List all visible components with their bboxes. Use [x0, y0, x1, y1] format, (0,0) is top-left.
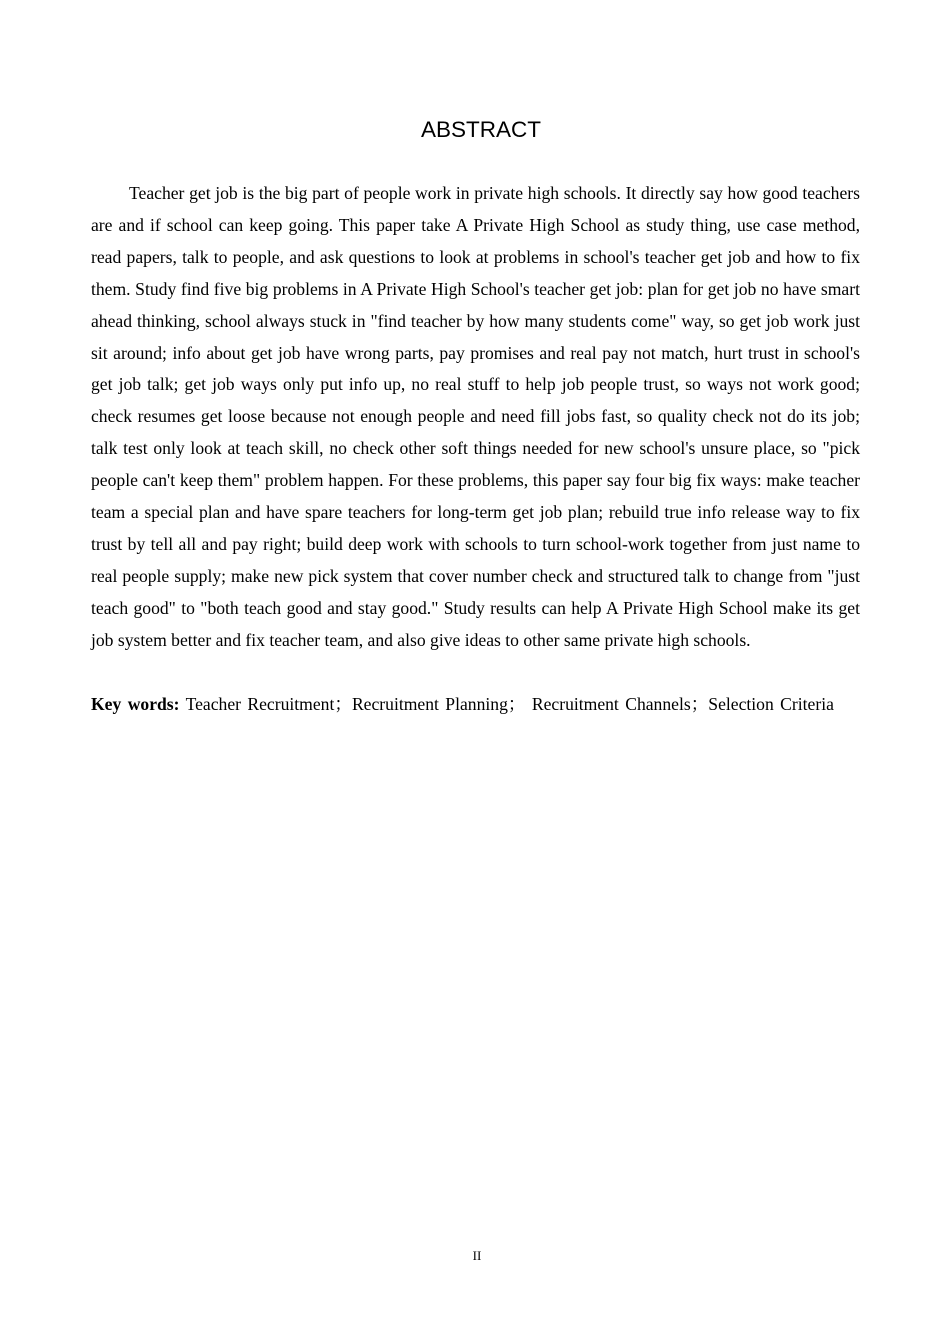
keywords-label: Key words:: [91, 694, 180, 714]
page-number: II: [472, 1248, 482, 1263]
abstract-body: Teacher get job is the big part of people work in private high schools. It directly say how good teachers are and if school can keep going. This paper take A Private High School as study thing, use case method, read papers, talk to people, and ask questions to look at problems in school's teacher get job and how to fix them. Study find five big problems in A Private High School's teacher get job: plan for get job no have smart ahead thinking, school always stuck in "find teacher by how many students come" way, so get job work just sit around; info about get job have wrong parts, pay promises and real pay not match, hurt trust in school's get job talk; get job ways only put info up, no real stuff to help job people trust, so ways not work good; check resumes get loose because not enough people and need fill jobs fast, so quality check not do its job; talk test only look at teach skill, no check other soft things needed for new school's unsure place, so "pick people can't keep them" problem happen. For these problems, this paper say four big fix ways: make teacher team a special plan and have spare teachers for long-term get job plan; rebuild true info release way to fix trust by tell all and pay right; build deep work with schools to turn school-work together from just name to real people supply; make new pick system that cover number check and structured talk to change from "just teach good" to "both teach good and stay good." Study results can help A Private High School make its get job system better and fix teacher team, and also give ideas to other same private high schools.: [91, 183, 860, 650]
keywords-paragraph: [91, 689, 848, 720]
abstract-title: ABSTRACT: [420, 117, 541, 142]
keywords-list: Teacher Recruitment；Recruitment Planning； Recruitment Channels；Selection Criteria: [179, 694, 834, 714]
